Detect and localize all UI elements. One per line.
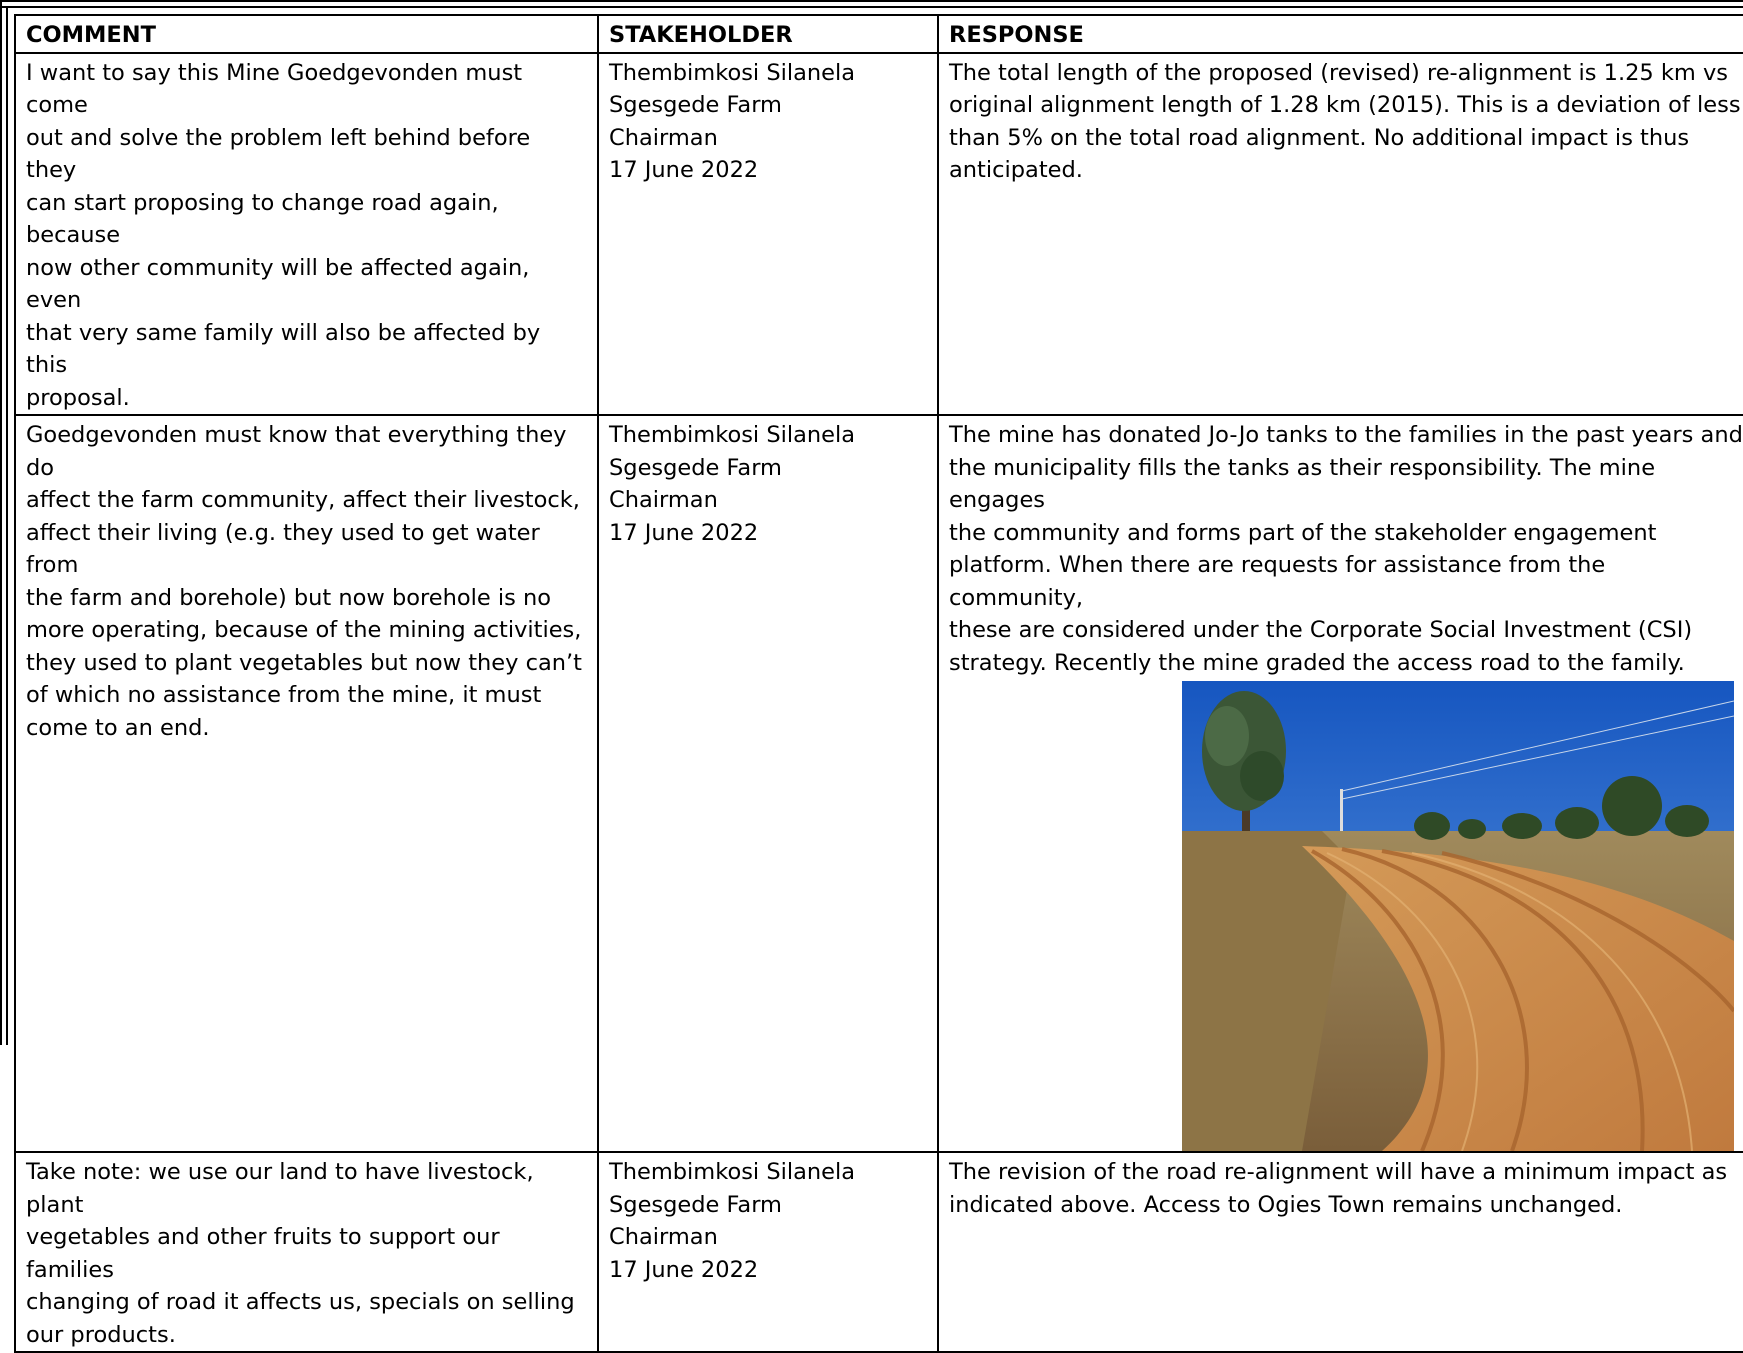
stakeholder-cell bbox=[598, 1152, 938, 1352]
comment-line: Take note: we use our land to have livestock, plant bbox=[26, 1159, 534, 1218]
graded-road-photo bbox=[1182, 681, 1734, 1151]
comment-cell bbox=[15, 53, 598, 416]
stakeholder-name: Thembimkosi Silanela bbox=[609, 422, 856, 448]
response-line: the community and forms part of the stakeholder engagement bbox=[949, 519, 1657, 546]
stakeholder-role: Chairman bbox=[609, 1224, 718, 1250]
outer-border-left bbox=[0, 0, 2, 1045]
stakeholder-date: 17 June 2022 bbox=[609, 519, 759, 546]
response-line: indicated above. Access to Ogies Town remains unchanged. bbox=[949, 1191, 1623, 1218]
stakeholder-organisation: Sgesgede Farm bbox=[609, 454, 782, 481]
response-line: anticipated. bbox=[949, 157, 1083, 183]
comment-line: affect the farm community, affect their livestock, bbox=[26, 487, 580, 513]
comment-line: out and solve the problem left behind before they bbox=[26, 124, 531, 183]
stakeholder-organisation: Sgesgede Farm bbox=[609, 1191, 782, 1218]
comment-line: the farm and borehole) but now borehole is no bbox=[26, 584, 552, 611]
comment-line: come to an end. bbox=[26, 714, 210, 741]
outer-border-left-inner bbox=[6, 6, 8, 1045]
response-line: strategy. Recently the mine graded the access road to the family. bbox=[949, 649, 1685, 676]
response-line: The mine has donated Jo-Jo tanks to the families in the past years and bbox=[949, 422, 1743, 448]
comment-line: they used to plant vegetables but now they can’t bbox=[26, 649, 582, 676]
response-line: than 5% on the total road alignment. No additional impact is thus bbox=[949, 124, 1690, 151]
stakeholder-cell bbox=[598, 53, 938, 416]
outer-border-top-inner bbox=[0, 6, 1743, 8]
table-row bbox=[15, 53, 1743, 416]
header-comment: COMMENT bbox=[15, 15, 598, 53]
response-line: The revision of the road re-alignment will have a minimum impact as bbox=[949, 1159, 1728, 1185]
stakeholder-date: 17 June 2022 bbox=[609, 157, 759, 183]
header-stakeholder: STAKEHOLDER bbox=[598, 15, 938, 53]
stakeholder-role: Chairman bbox=[609, 124, 718, 151]
comment-line: vegetables and other fruits to support our families bbox=[26, 1224, 500, 1283]
photo-container bbox=[949, 681, 1743, 1151]
response-line: The total length of the proposed (revised) re-alignment is 1.25 km vs bbox=[949, 59, 1729, 86]
stakeholder-date: 17 June 2022 bbox=[609, 1256, 759, 1283]
comment-line: that very same family will also be affected by this bbox=[26, 319, 541, 378]
comments-response-table bbox=[14, 14, 1743, 1353]
table-row bbox=[15, 1152, 1743, 1352]
response-cell bbox=[938, 415, 1743, 1152]
stakeholder-name: Thembimkosi Silanela bbox=[609, 1159, 856, 1185]
comment-line: changing of road it affects us, specials on selling bbox=[26, 1289, 575, 1315]
response-line: these are considered under the Corporate Social Investment (CSI) bbox=[949, 617, 1693, 643]
response-cell bbox=[938, 1152, 1743, 1352]
stakeholder-role: Chairman bbox=[609, 487, 718, 513]
table-row bbox=[15, 415, 1743, 1152]
comment-line: more operating, because of the mining activities, bbox=[26, 617, 582, 643]
comment-cell bbox=[15, 1152, 598, 1352]
table-header-row bbox=[15, 15, 1743, 53]
comment-line: of which no assistance from the mine, it must bbox=[26, 682, 542, 708]
comment-line: proposal. bbox=[26, 384, 130, 411]
comment-line: I want to say this Mine Goedgevonden must come bbox=[26, 59, 523, 118]
stakeholder-cell bbox=[598, 415, 938, 1152]
stakeholder-organisation: Sgesgede Farm bbox=[609, 92, 782, 118]
comment-cell bbox=[15, 415, 598, 1152]
comment-line: can start proposing to change road again, because bbox=[26, 189, 499, 248]
comment-line: affect their living (e.g. they used to get water from bbox=[26, 519, 540, 578]
response-cell bbox=[938, 53, 1743, 416]
stakeholder-name: Thembimkosi Silanela bbox=[609, 59, 856, 86]
response-line: the municipality fills the tanks as their responsibility. The mine engages bbox=[949, 454, 1656, 513]
response-line: platform. When there are requests for assistance from the community, bbox=[949, 552, 1606, 611]
comment-line: Goedgevonden must know that everything they do bbox=[26, 422, 567, 481]
response-line: original alignment length of 1.28 km (2015). This is a deviation of less bbox=[949, 92, 1741, 118]
header-response: RESPONSE bbox=[938, 15, 1743, 53]
comment-line: now other community will be affected again, even bbox=[26, 254, 530, 313]
comment-line: our products. bbox=[26, 1321, 176, 1348]
outer-border-top bbox=[0, 0, 1743, 2]
